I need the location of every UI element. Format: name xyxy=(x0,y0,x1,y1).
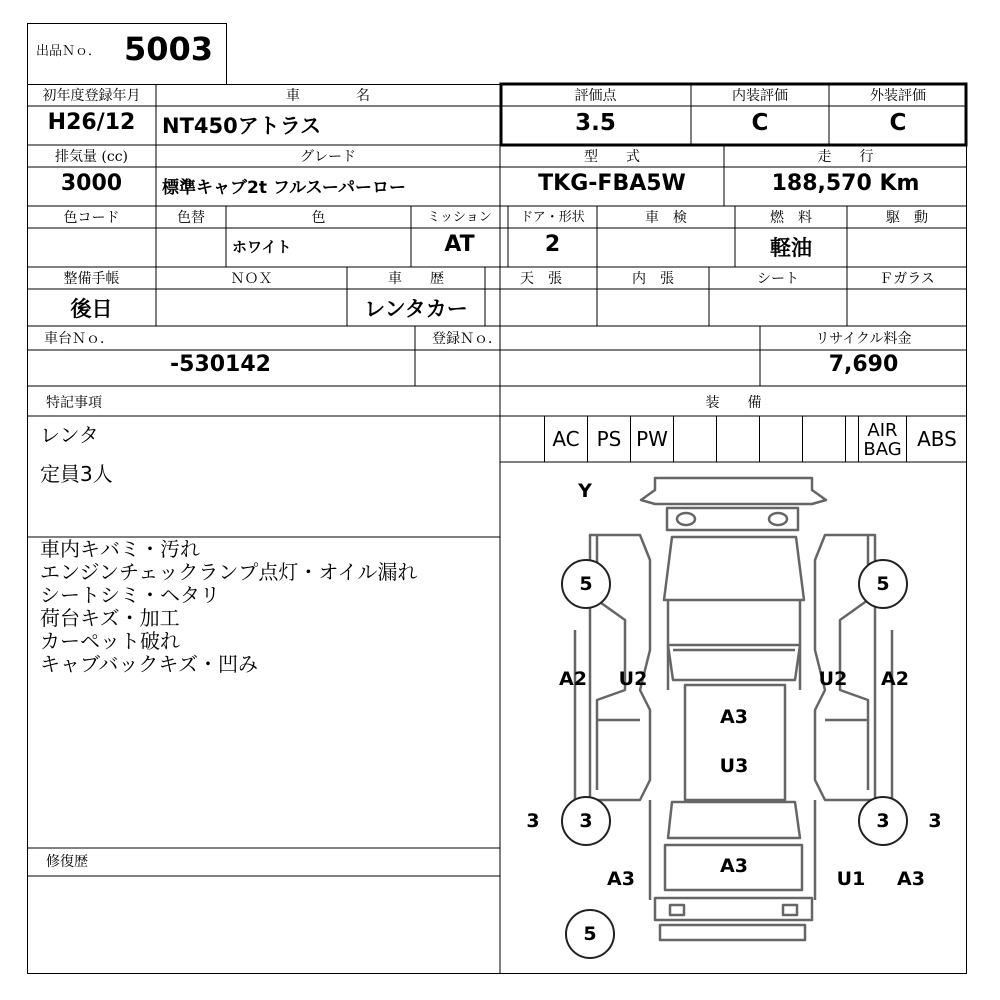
maintenance-label: 整備手帳 xyxy=(63,271,120,287)
remarks-note-6: キャブバックキズ・凹み xyxy=(40,652,258,676)
transmission-label: ミッション xyxy=(427,210,492,225)
doors-value: 2 xyxy=(544,232,561,257)
ceiling-label: 天 張 xyxy=(520,271,562,287)
year-value: H26/12 xyxy=(47,110,136,135)
seat-label: シート xyxy=(757,271,799,287)
diagram-tire-front-left: 5 xyxy=(561,559,611,609)
diagram-mark-a3-rear: A3 xyxy=(720,855,748,877)
displacement-value: 3000 xyxy=(60,171,123,196)
doors-label: ドア・形状 xyxy=(520,210,585,225)
fuel-value: 軽油 xyxy=(770,236,812,260)
history-label: 車 歴 xyxy=(388,271,444,287)
displacement-label: 排気量 (cc) xyxy=(54,149,129,165)
color-value: ホワイト xyxy=(232,238,292,256)
diagram-mark-u2-right: U2 xyxy=(818,668,848,690)
maintenance-value: 後日 xyxy=(70,297,113,321)
grade-label: グレード xyxy=(300,149,356,165)
fuel-label: 燃 料 xyxy=(770,210,812,226)
remarks-note-1: 車内キバミ・汚れ xyxy=(40,537,200,561)
equipment-slot-8 xyxy=(803,416,846,462)
diagram-mark-3-left: 3 xyxy=(526,810,540,832)
color-code-label: 色コード xyxy=(63,210,120,226)
name-value: NT450アトラス xyxy=(162,114,322,138)
lot-label: 出品Ｎｏ． xyxy=(36,44,102,59)
diagram-tire-rear-left: 3 xyxy=(561,796,611,846)
diagram-tire-spare: 5 xyxy=(565,909,615,959)
equipment-slot-6 xyxy=(717,416,760,462)
exterior-label: 外装評価 xyxy=(870,88,926,104)
diagram-mark-y: Y xyxy=(578,480,592,502)
lining-label: 内 張 xyxy=(632,271,674,287)
equipment-ps: PS xyxy=(588,416,631,462)
diagram-mark-a3-right-rear: A3 xyxy=(897,868,925,890)
repair-label: 修復歴 xyxy=(46,854,88,870)
year-label: 初年度登録年月 xyxy=(42,88,141,104)
diagram-mark-u3-bed: U3 xyxy=(719,755,749,777)
diagram-mark-u1-right-rear: U1 xyxy=(836,868,866,890)
recycle-label: リサイクル料金 xyxy=(815,331,912,347)
inspection-label: 車 検 xyxy=(645,210,687,226)
remarks-note-4: 荷台キズ・加工 xyxy=(40,606,180,630)
model-value: TKG-FBA5W xyxy=(538,171,686,196)
score-label: 評価点 xyxy=(574,88,617,104)
equipment-slot-7 xyxy=(760,416,803,462)
grade-value: 標準キャブ2t フルスーパーロー xyxy=(162,178,406,198)
diagram-tire-rear-right: 3 xyxy=(858,796,908,846)
diagram-mark-a3-left-rear: A3 xyxy=(607,868,635,890)
exterior-value: C xyxy=(889,110,907,136)
model-label: 型 式 xyxy=(584,149,640,165)
diagram-mark-3-right: 3 xyxy=(928,810,942,832)
diagram-mark-a3-bed: A3 xyxy=(720,706,748,728)
equipment-slot-1 xyxy=(500,416,545,462)
equipment-ac: AC xyxy=(545,416,588,462)
color-label: 色 xyxy=(311,210,326,226)
remarks-note-3: シートシミ・ヘタリ xyxy=(40,583,220,607)
remarks-note-5: カーペット破れ xyxy=(40,629,180,653)
glass-label: Ｆガラス xyxy=(879,271,935,287)
chassis-label: 車台Ｎｏ． xyxy=(44,331,114,347)
mileage-label: 走 行 xyxy=(817,149,874,165)
score-value: 3.5 xyxy=(575,110,616,136)
history-value: レンタカー xyxy=(364,297,468,321)
equipment-slot-9 xyxy=(846,416,859,462)
name-label: 車 名 xyxy=(286,88,370,104)
equipment-airbag: AIR BAG xyxy=(859,416,907,462)
remarks-label: 特記事項 xyxy=(46,395,102,411)
equipment-abs: ABS xyxy=(917,427,957,451)
diagram-mark-u2-left: U2 xyxy=(618,668,648,690)
remarks-line-2: 定員3人 xyxy=(40,462,113,486)
diagram-mark-a2-left: A2 xyxy=(559,668,587,690)
mileage-value: 188,570 Km xyxy=(771,171,920,196)
transmission-value: AT xyxy=(444,232,475,257)
reg-label: 登録Ｎｏ． xyxy=(432,331,502,347)
diagram-mark-a2-right: A2 xyxy=(881,668,909,690)
recycle-value: 7,690 xyxy=(828,352,899,377)
remarks-line-1: レンタ xyxy=(40,423,99,447)
chassis-value: -530142 xyxy=(170,352,271,377)
remarks-note-2: エンジンチェックランプ点灯・オイル漏れ xyxy=(40,560,418,584)
lot-box xyxy=(27,23,227,85)
repaint-label: 色替 xyxy=(177,210,205,226)
equipment-pw: PW xyxy=(631,416,674,462)
nox-label: ＮＯＸ xyxy=(230,271,273,287)
interior-value: C xyxy=(751,110,769,136)
interior-label: 内装評価 xyxy=(732,88,788,104)
diagram-tire-front-right: 5 xyxy=(858,559,908,609)
equipment-label: 装 備 xyxy=(705,395,762,411)
lot-number: 5003 xyxy=(124,30,214,68)
equipment-slot-5 xyxy=(674,416,717,462)
drive-label: 駆 動 xyxy=(886,210,928,226)
